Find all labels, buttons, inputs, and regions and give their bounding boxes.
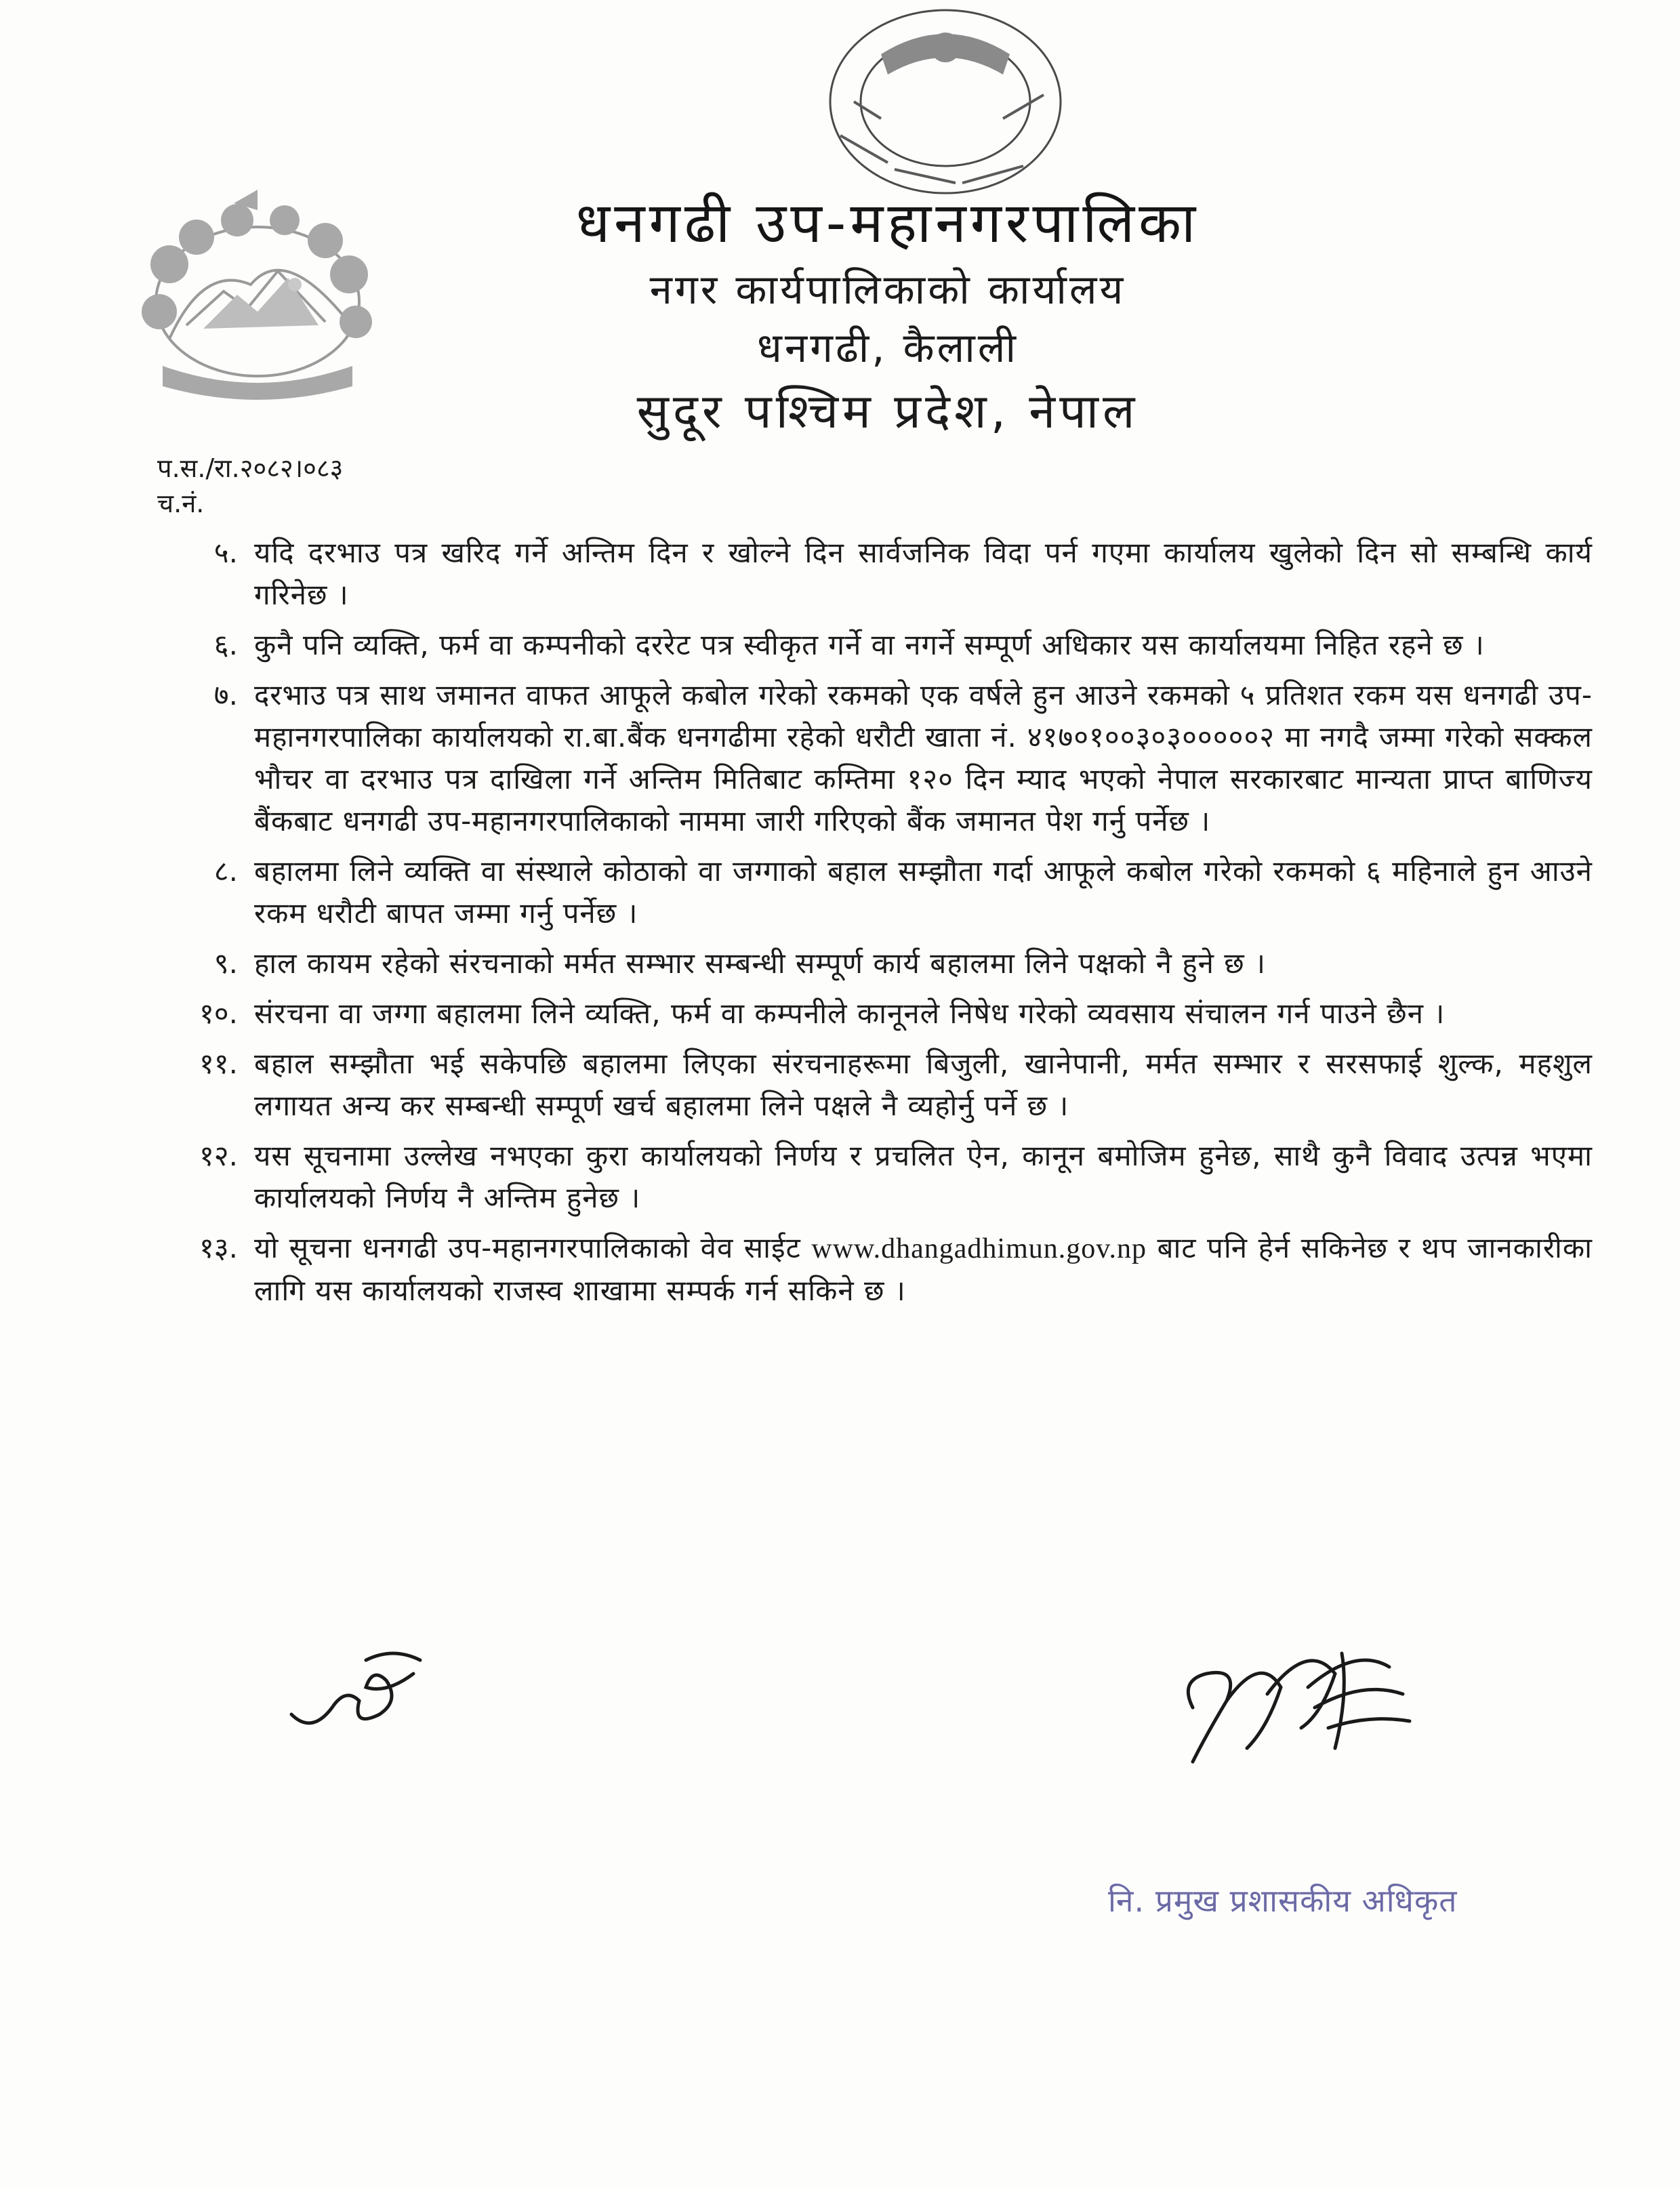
clause-text: बहालमा लिने व्यक्ति वा संस्थाले कोठाको वा जग्गाको बहाल सम्झौता गर्दा आफूले कबोल गरेको रकमको ६ महिनाले हुन आउने रकम धरौटी बापत जम्मा गर्नु पर्नेछ । [254,854,1593,930]
clause-number: ७. [213,678,238,711]
designation-stamp: नि. प्रमुख प्रशासकीय अधिकृत [1108,1882,1458,1919]
website-link[interactable]: www.dhangadhimun.gov.np [811,1233,1147,1264]
clause-text: दरभाउ पत्र साथ जमानत वाफत आफूले कबोल गरेको रकमको एक वर्षले हुन आउने रकमको ५ प्रतिशत रकम यस धनगढी उप-महानगरपालिका कार्यालयको रा.बा.बैंक धनगढीमा रहेको धरौटी खाता नं. ४१७०१००३०३०००००२ मा नगदै जम्मा गरेको सक्कल भौचर वा दरभाउ पत्र दाखिला गर्ने अन्तिम मितिबाट कम्तिमा १२० दिन म्याद भएको नेपाल सरकारबाट मान्यता प्राप्त बाणिज्य बैंकबाट धनगढी उप-महानगरपालिकाको नाममा जारी गरिएको बैंक जमानत पेश गर्नु पर्नेछ । [254,678,1593,838]
clause-number: ११. [199,1047,238,1080]
office-seal-stamp [800,0,1091,210]
list-item [176,1043,1593,1127]
officer-signature [1166,1613,1423,1789]
letterhead [420,186,1355,445]
list-item [176,1227,1593,1312]
clause-text: यस सूचनामा उल्लेख नभएका कुरा कार्यालयको निर्णय र प्रचलित ऐन, कानून बमोजिम हुनेछ, साथै कुनै विवाद उत्पन्न भएमा कार्यालयको निर्णय नै अन्तिम हुनेछ । [254,1139,1593,1214]
clause-number: ५. [213,536,238,569]
list-item [176,850,1593,934]
clause-text-after: बाट पनि हेर्न सकिनेछ र थप जानकारीका लागि यस कार्यालयको राजस्व शाखामा सम्पर्क गर्न सकिने छ । [254,1231,1593,1307]
clause-number: १३. [199,1231,238,1264]
clause-number: १०. [199,997,238,1030]
list-item [176,993,1593,1035]
patra-sankhya: प.स./रा.२०८२।०८३ [157,453,344,483]
clause-list [176,532,1593,1320]
chalani-number: च.नं. [157,489,205,518]
list-item [176,1135,1593,1219]
office-address: धनगढी, कैलाली [757,325,1019,372]
clause-text: हाल कायम रहेको संरचनाको मर्मत सम्भार सम्बन्धी सम्पूर्ण कार्य बहालमा लिने पक्षको नै हुने छ । [254,947,1267,980]
clause-text: कुनै पनि व्यक्ति, फर्म वा कम्पनीको दररेट पत्र स्वीकृत गर्ने वा नगर्ने सम्पूर्ण अधिकार यस कार्यालयमा निहित रहने छ । [254,628,1485,661]
list-item [176,943,1593,985]
clause-number: ९. [213,947,238,980]
nepal-emblem-icon [122,183,393,407]
office-name: नगर कार्यपालिकाको कार्यालय [649,266,1126,314]
province-country: सुदूर पश्चिम प्रदेश, नेपाल [636,384,1139,439]
list-item [176,674,1593,842]
reference-block [157,451,343,521]
list-item [176,624,1593,666]
clause-text: बहाल सम्झौता भई सकेपछि बहालमा लिएका संरचनाहरूमा बिजुली, खानेपानी, मर्मत सम्भार र सरसफाई शुल्क, महशुल लगायत अन्य कर सम्बन्धी सम्पूर्ण खर्च बहालमा लिने पक्षले नै व्यहोर्नु पर्ने छ । [254,1047,1593,1122]
clause-number: ८. [213,854,238,888]
municipality-name: धनगढी उप-महानगरपालिका [575,191,1200,255]
clause-text [254,1227,1593,1312]
clause-text-before: यो सूचना धनगढी उप-महानगरपालिकाको वेव साईट [254,1231,812,1264]
clause-text: यदि दरभाउ पत्र खरिद गर्ने अन्तिम दिन र खोल्ने दिन सार्वजनिक विदा पर्न गएमा कार्यालय खुलेको दिन सो सम्बन्धि कार्य गरिनेछ । [254,536,1593,611]
clause-number: १२. [199,1139,238,1172]
initials-signature [285,1633,434,1755]
clause-number: ६. [213,628,238,661]
clause-text: संरचना वा जग्गा बहालमा लिने व्यक्ति, फर्म वा कम्पनीले कानूनले निषेध गरेको व्यवसाय संचालन गर्न पाउने छैन । [254,997,1446,1030]
list-item [176,532,1593,616]
